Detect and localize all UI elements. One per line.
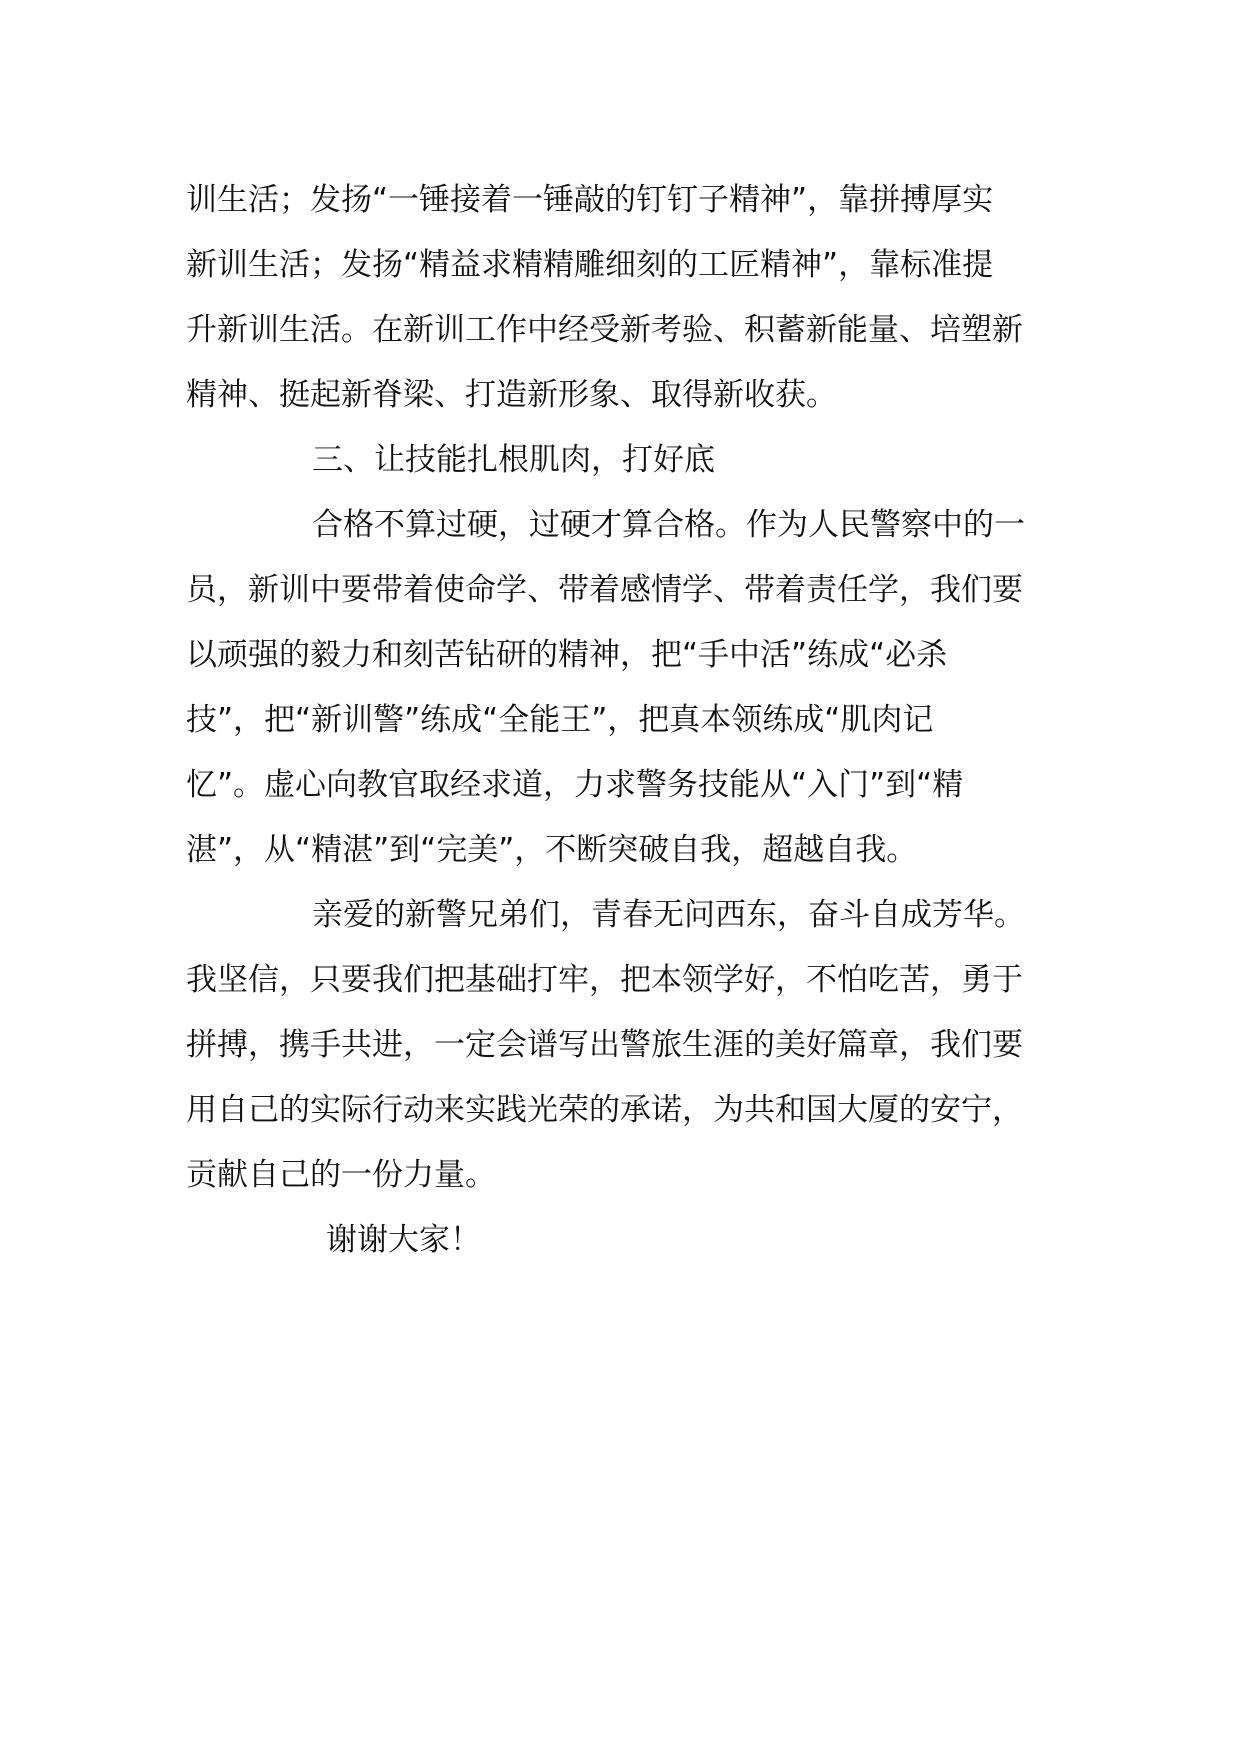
paragraph-line: 以顽强的毅力和刻苦钻研的精神，把“手中活”练成“必杀	[186, 637, 948, 673]
paragraph-line: 用自己的实际行动来实践光荣的承诺，为共和国大厦的安宁，	[186, 1092, 1023, 1128]
closing-thanks: 谢谢大家！	[326, 1222, 481, 1258]
paragraph-line: 亲爱的新警兄弟们，青春无问西东，奋斗自成芳华。	[312, 897, 1025, 933]
paragraph-line: 训生活；发扬“一锤接着一锤敲的钉钉子精神”，靠拼搏厚实	[186, 182, 994, 218]
paragraph-line: 湛”，从“精湛”到“完美”，不断突破自我，超越自我。	[186, 832, 918, 868]
paragraph-line: 拼搏，携手共进，一定会谱写出警旅生涯的美好篇章，我们要	[186, 1027, 1023, 1063]
paragraph-line: 技”，把“新训警”练成“全能王”，把真本领练成“肌肉记	[186, 702, 934, 738]
paragraph-line: 员，新训中要带着使命学、带着感情学、带着责任学，我们要	[186, 572, 1023, 608]
paragraph-line: 贡献自己的一份力量。	[186, 1157, 496, 1193]
paragraph-line: 升新训生活。在新训工作中经受新考验、积蓄新能量、培塑新	[186, 312, 1023, 348]
paragraph-line: 我坚信，只要我们把基础打牢，把本领学好，不怕吃苦，勇于	[186, 962, 1023, 998]
paragraph-line: 合格不算过硬，过硬才算合格。作为人民警察中的一	[312, 507, 1025, 543]
paragraph-line: 精神、挺起新脊梁、打造新形象、取得新收获。	[186, 377, 837, 413]
section-heading: 三、让技能扎根肌肉，打好底	[312, 442, 715, 478]
document-body	[186, 168, 1066, 1273]
paragraph-line: 忆”。虚心向教官取经求道，力求警务技能从“入门”到“精	[186, 767, 964, 803]
paragraph-line: 新训生活；发扬“精益求精精雕细刻的工匠精神”，靠标准提	[186, 247, 994, 283]
